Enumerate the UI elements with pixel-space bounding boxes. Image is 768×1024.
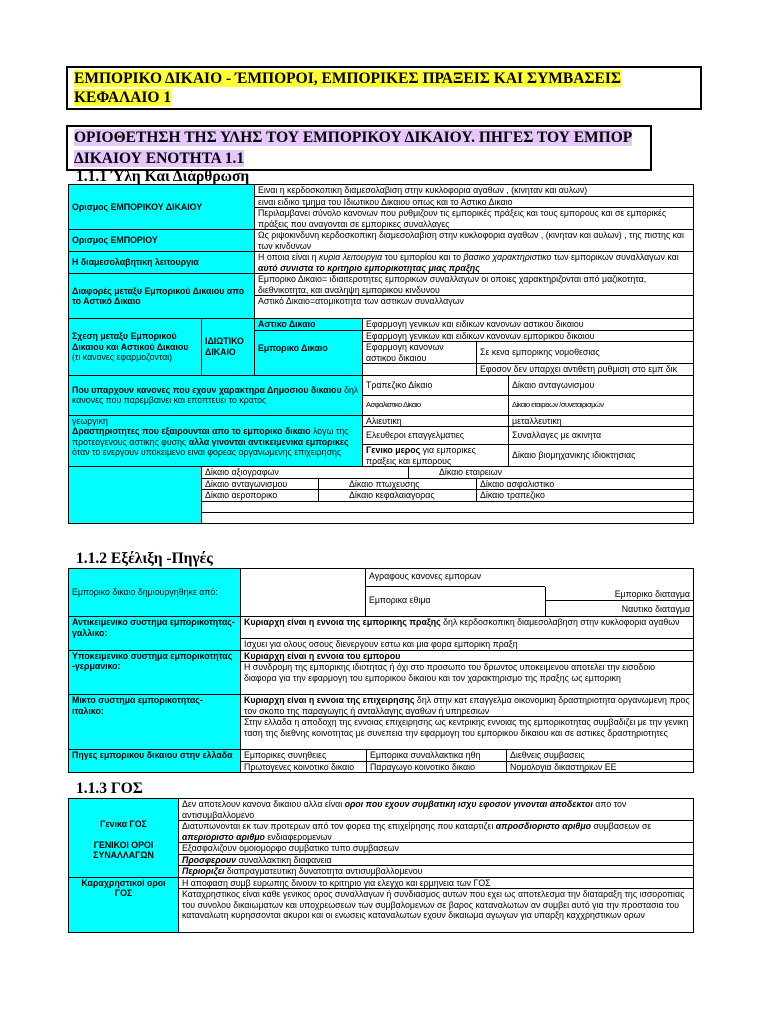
mixed-1 <box>241 695 694 717</box>
title-line-2: ΚΕΦΑΛΑΙΟ 1 <box>74 89 172 106</box>
g2d: απεριοριστο αριθμο <box>182 831 265 842</box>
public-a: Που υπαρχουν κανονες που εχουν χαρακτηρα Δημοσιου δικαιου <box>72 384 342 395</box>
diff-2: Αστικό Δικαιο=ατομικοτητα των αστικων συναλλαγων <box>255 296 694 319</box>
gos-general <box>69 799 179 878</box>
g1c: απο τον αντισυμβαλλομενο <box>182 799 627 820</box>
mixed-1b: δηλ στην κατ επαγγελμα οικονομικη δραστηριοτητα οργανωμενη προς τον σκοπο της παραγωγης ή ανταλλαγης αγαθων ή υπηρεσιων <box>244 695 690 716</box>
decree-1: Εμπορικο διαταγμα <box>545 587 693 601</box>
public-4: Δίκαιο εταιρειων /συνεταιρισμών <box>509 395 694 415</box>
excl-d: αλλα γινονται αντικειμενικα εμπορικες <box>188 436 349 447</box>
c1: Η αποφαση συμβ ευρωπης δινουν το κριτηριο για ελεγχο και ερμηνεια των ΓΟΣ <box>179 877 694 889</box>
mediation-f: αυτό συνιστα το κριτηριο εμπορικοτητας μιας πραξης <box>258 262 480 273</box>
mixed-2: Στην ελλαδα η αποδοχη της εννοιας επιχειρησης ως κεντρικης εννοιας της εμπορικοτητας συμβαδιζει με την γενικη ταση της διεθνης κοινοτητας με συνεπεια την εφαρμογη του εμπορικου δικαιου και σε αστικες δραστηριοτητες <box>241 717 694 750</box>
unit-title <box>68 127 650 169</box>
public-b: δηλ κανονες που παρεμβαινει και εποπτευει το κρατος <box>72 384 359 405</box>
mediation-b: κυρια λειτουργια <box>319 252 383 262</box>
rel-comm-text: Εφαρμογη γενικων και ειδικων κανονων εμπορικου δικαιου <box>363 330 694 342</box>
c2: Καταχρηστικος είναι καθε γενικος ορος συναλλαγων ή συνδιασμος αυτων που εχει ως αποτελεσμα την διαταραξη της ισσοροπιας του συνολου δικαιωματων και υποχρεωσεων των συμβαλομενων σε βαρος καταναλωτων αν συμβει αυτό για την προστασια του καταναλωτη κυρησσονται ακυροι και οι ενωσεις καταναλωτων εχουν δικαιωμα αγωγων για υπαρξη καχχρηστικων ορων <box>179 889 694 933</box>
unit-line-2: ΔΙΚΑΙΟΥ ΕΝΟΤΗΤΑ 1.1 <box>74 150 245 167</box>
excl-6: Δίκαιο βιομηχανικης ιδιοκτησιας <box>509 445 694 467</box>
mediation-text <box>255 252 694 274</box>
src-label: Πηγες εμπορικου δικαιου στην ελλαδα <box>69 750 241 773</box>
exclusion-label <box>69 415 363 467</box>
law-8: Δίκαιο τραπεζικο <box>477 490 694 502</box>
created-label: Εμπορικο δικαιο δημιουργηθηκε από: <box>69 569 241 617</box>
src-5: Παραγωγο κοινοτικο δικαιο <box>367 761 507 773</box>
unwritten: Αγραφους κανονες εμπορων <box>365 569 545 587</box>
obj-1a: Κυριαρχη είναι η εννοια της εμπορικης πραξης <box>244 617 441 627</box>
def-law-label: Ορισμος ΕΜΠΟΡΙΚΟΥ ΔΙΚΑΙΟΥ <box>69 185 255 230</box>
decree-2: Ναυτικο διαταγμα <box>545 601 693 616</box>
law-6: Δίκαιο αεροπορικο <box>202 490 319 502</box>
char-label: Καραχρηστικοί οροι ΓΟΣ <box>69 877 179 933</box>
public-1: Τραπεζικο Δίκαιο <box>363 375 509 395</box>
src-4: Πρωτογενες κοινοτικο δικαιο <box>241 761 367 773</box>
title-line-1: ΕΜΠΟΡΙΚΟ ΔΙΚΑΙΟ - ΈΜΠΟΡΟΙ, ΕΜΠΟΡΙΚΕΣ ΠΡΑΞΕΙΣ ΚΑΙ ΣΥΜΒΑΣΕΙΣ <box>74 70 622 87</box>
unit-title-box <box>66 125 652 171</box>
rel-apply: Εφαρμογη κανονων αστικου δικαιου <box>363 342 477 364</box>
g3: Εξασφαλιζουν ομοιομορφο συμβατικο τυπο συμβασεων <box>179 843 694 855</box>
excl-e: όταν το ενεργουν υποκειμενο ειναι φορεας οργανωμενης επιχειρησης <box>72 447 342 457</box>
diff-1: Εμπορικο Δικαιο= ιδιαιτεροτητες εμπορικων συναλλαγων οι οποιες χαρακτηριζονται από μαζικοτητα, διεθνικοτητα, και αναληψη εμπορικου κινδυνου <box>255 274 694 296</box>
rel-comm <box>255 319 363 376</box>
mediation-c: του εμπορίου και το <box>382 252 464 262</box>
excl-5 <box>363 445 509 467</box>
g2e: ενδιαφερομενων <box>264 831 332 842</box>
document-title <box>68 68 700 108</box>
mediation-a: Η οποια είναι η <box>258 252 319 262</box>
created-sources <box>241 569 694 617</box>
src-2: Εμπορικα συναλλακτικα ηθη <box>367 750 507 762</box>
g4a: Προσφερουν <box>182 854 237 865</box>
law-5: Δίκαιο ασφαλιστικο <box>477 478 694 490</box>
excl-b: Δραστηριοτητες που εξαιρουνται απο το εμπορικο δικαιο <box>72 426 311 436</box>
relation-label <box>69 319 202 376</box>
public-3: Ασφαλιστικο Δίκαιο <box>363 395 509 415</box>
excl-c: λογω της προτεογενους αστικης φυσης <box>72 426 349 447</box>
excl-5a: Γενικο μερος <box>366 445 421 455</box>
mixed-1a: Κυριαρχη είναι η εννοια της επιχειρησης <box>244 695 415 705</box>
subj-2: Η συνδρομη της εμπορικης ιδιοτητας ή όχι στο προσωπο του δρωντος υποκειμενου αποτελει την εισοδοιο διαφορα για την εφαρμογη του εμπορικου δικαιου και τον χαρακτηρισμο της πραξης ως εμπορικη <box>241 662 694 695</box>
law-3: Δίκαιο ανταγωνισμου <box>202 478 319 490</box>
law-4: Δίκαιο πτωχευσης <box>319 478 477 490</box>
law-blank-1 <box>202 501 694 512</box>
g2b: απροσδιοριστο αριθμο <box>495 821 592 831</box>
g5b: διαπραγματευτικη δυνατοτητα αντισυμβαλλομενου <box>224 866 423 876</box>
mediation-label: Η διαμεσολαβητικη λειτουργια <box>69 252 255 274</box>
excl-a: γεωργικη <box>72 415 108 426</box>
obj-1 <box>241 617 694 639</box>
g4 <box>179 854 694 866</box>
structure-table <box>68 184 694 524</box>
g1 <box>179 799 694 821</box>
law-7: Δίκαιο κεφαλαιαγορας <box>319 490 477 502</box>
public-2: Δίκαιο ανταγωνισμου <box>509 375 694 395</box>
def-merchant-label: Ορισμος ΕΜΠΟΡΙΟΥ <box>69 230 255 252</box>
def-law-2: ειναι ειδικο τμημα του Ιδιωτικου Δικαιου οπως και το Αστικο Δικαιο <box>255 196 694 208</box>
g5 <box>179 866 694 878</box>
rel-no-conflict: Εφοσον δεν υπαρχει αντιθετη ρυθμιση στο εμπ δικ <box>477 364 694 376</box>
section-heading-1-1-1: 1.1.1 Ύλη Και Διάρθρωση <box>76 168 250 185</box>
obj-1b: δηλ κερδοσκοπικη διαμεσολαβηση στην κυκλοφορια αγαθων <box>440 617 680 627</box>
src-6: Νομολογια δικαστηριων ΕΕ <box>507 761 694 773</box>
gos-table <box>68 798 694 933</box>
relation-label-b: (τι κανονες εφαρμοζονται) <box>72 352 173 362</box>
mediation-e: των εμπορικων συναλλαγων και <box>551 252 679 262</box>
section-heading-1-1-2: 1.1.2 Εξέλιξη -Πηγές <box>76 550 213 567</box>
law-1: Δίκαιο αξιογραφων <box>202 467 409 479</box>
excl-5b: για εμπορικες πραξεις και εμπορους <box>366 445 476 466</box>
diff-label: Διαφορές μεταξυ Εμπορικού Δικαιου απο το Αστικό Δικαιο <box>69 274 255 319</box>
def-law-3: Περιλαμβανει σύνολο κανονων που ρυθμιζουν τις εμπορικές πράξεις και τους εμπορους και σε εμπορικές πράξεις που αναγονται σε εμπορικες συναλλαγες <box>255 208 694 230</box>
rel-civil-text: Εφαρμογη γενικων και ειδικων κανονων αστικου δικαιου <box>363 319 694 331</box>
relation-label-a: Σχεση μεταξυ Εμπορικού Δικαιου και Αστικού Δικαιου <box>72 331 189 352</box>
sources-table <box>68 568 694 773</box>
subj-label: Υποκειμενικο συστημα εμπορικοτητας -γερμανικο: <box>69 650 241 695</box>
law-2: Δίκαιο εταιρειων <box>409 467 694 479</box>
law-blank-2 <box>202 512 694 523</box>
src-3: Διεθνεις συμβασεις <box>507 750 694 762</box>
rel-gap: Σε κενα εμπορικης νομοθεσιας <box>477 342 694 364</box>
public-label <box>69 375 363 415</box>
g1a: Δεν αποτελουν κανονα δικαιου αλλα είναι <box>182 799 345 809</box>
rel-comm-label: Εμπορικο Δικαιο <box>258 343 328 353</box>
mediation-d: βασικο χαρακτηριστικο <box>463 252 552 262</box>
src-1: Εμπορικες συνηθειες <box>241 750 367 762</box>
rel-civil-label: Αστικο Δικαιο <box>255 319 362 331</box>
g1b: οροι που εχουν συμβατικη ισχυ εφοσον γινονται αποδεκτοι <box>344 799 593 809</box>
terms-label: ΓΕΝΙΚΟΙ ΟΡΟΙ ΣΥΝΑΛΛΑΓΩΝ <box>93 839 154 860</box>
rel-apply-cont <box>363 364 477 376</box>
subj-1: Κυριαρχη είναι η εννοια του εμπορου <box>241 650 694 662</box>
def-law-1: Ειναι η κερδοσκοπικη διαμεσολαβιση στην κυκλοφορια αγαθων , (κινηταν και αυλων) <box>255 185 694 197</box>
law-list-label <box>69 467 202 524</box>
private-law: ΙΔΙΩΤΙΚΟ ΔΙΚΑΙΟ <box>202 319 255 376</box>
excl-2: μεταλλευτικη <box>509 415 694 427</box>
customs: Εμπορικα εθιμα <box>365 587 545 616</box>
g2a: Διατυπωνονται εκ των προτερων από τον φορεα της επιχείρησης που καταρτιζει <box>182 821 496 831</box>
excl-4: Συναλλαγες με ακινητα <box>509 427 694 445</box>
excl-3: Ελευθεροι επαγγελματιες <box>363 427 509 445</box>
general-label: Γενικα ΓΟΣ <box>100 819 147 829</box>
g4b: συναλλακτικη διαφανεια <box>236 854 332 865</box>
obj-label: Αντικειμενικο συστημα εμπορικοτητας- γαλλικο: <box>69 617 241 651</box>
unit-line-1: ΟΡΙΟΘΕΤΗΣΗ ΤΗΣ ΥΛΗΣ ΤΟΥ ΕΜΠΟΡΙΚΟΥ ΔΙΚΑΙΟΥ. ΠΗΓΕΣ ΤΟΥ ΕΜΠΟΡ <box>74 129 633 146</box>
def-merchant: Ως ριψοκινδυνη κερδοσκοπικη διαμεσολαβιση στην κυκλοφορια αγαθων , (κινηταν και αυλων) , της πιστης και των κινδυνων <box>255 230 694 252</box>
excl-1: Αλιευτικη <box>363 415 509 427</box>
mixed-label: Μικτο συστημα εμπορικοτητας- ιταλικο: <box>69 695 241 750</box>
g2c: συμβασεων σε <box>591 821 652 831</box>
g2 <box>179 821 694 843</box>
obj-2: Ισχυει για ολους οσους διενεργουν εστω και μια φορα εμπορικη πραξη <box>241 639 694 651</box>
section-heading-1-1-3: 1.1.3 ΓΟΣ <box>76 780 143 797</box>
document-title-box <box>66 66 702 110</box>
g5a: Περιοριζει <box>182 866 225 876</box>
